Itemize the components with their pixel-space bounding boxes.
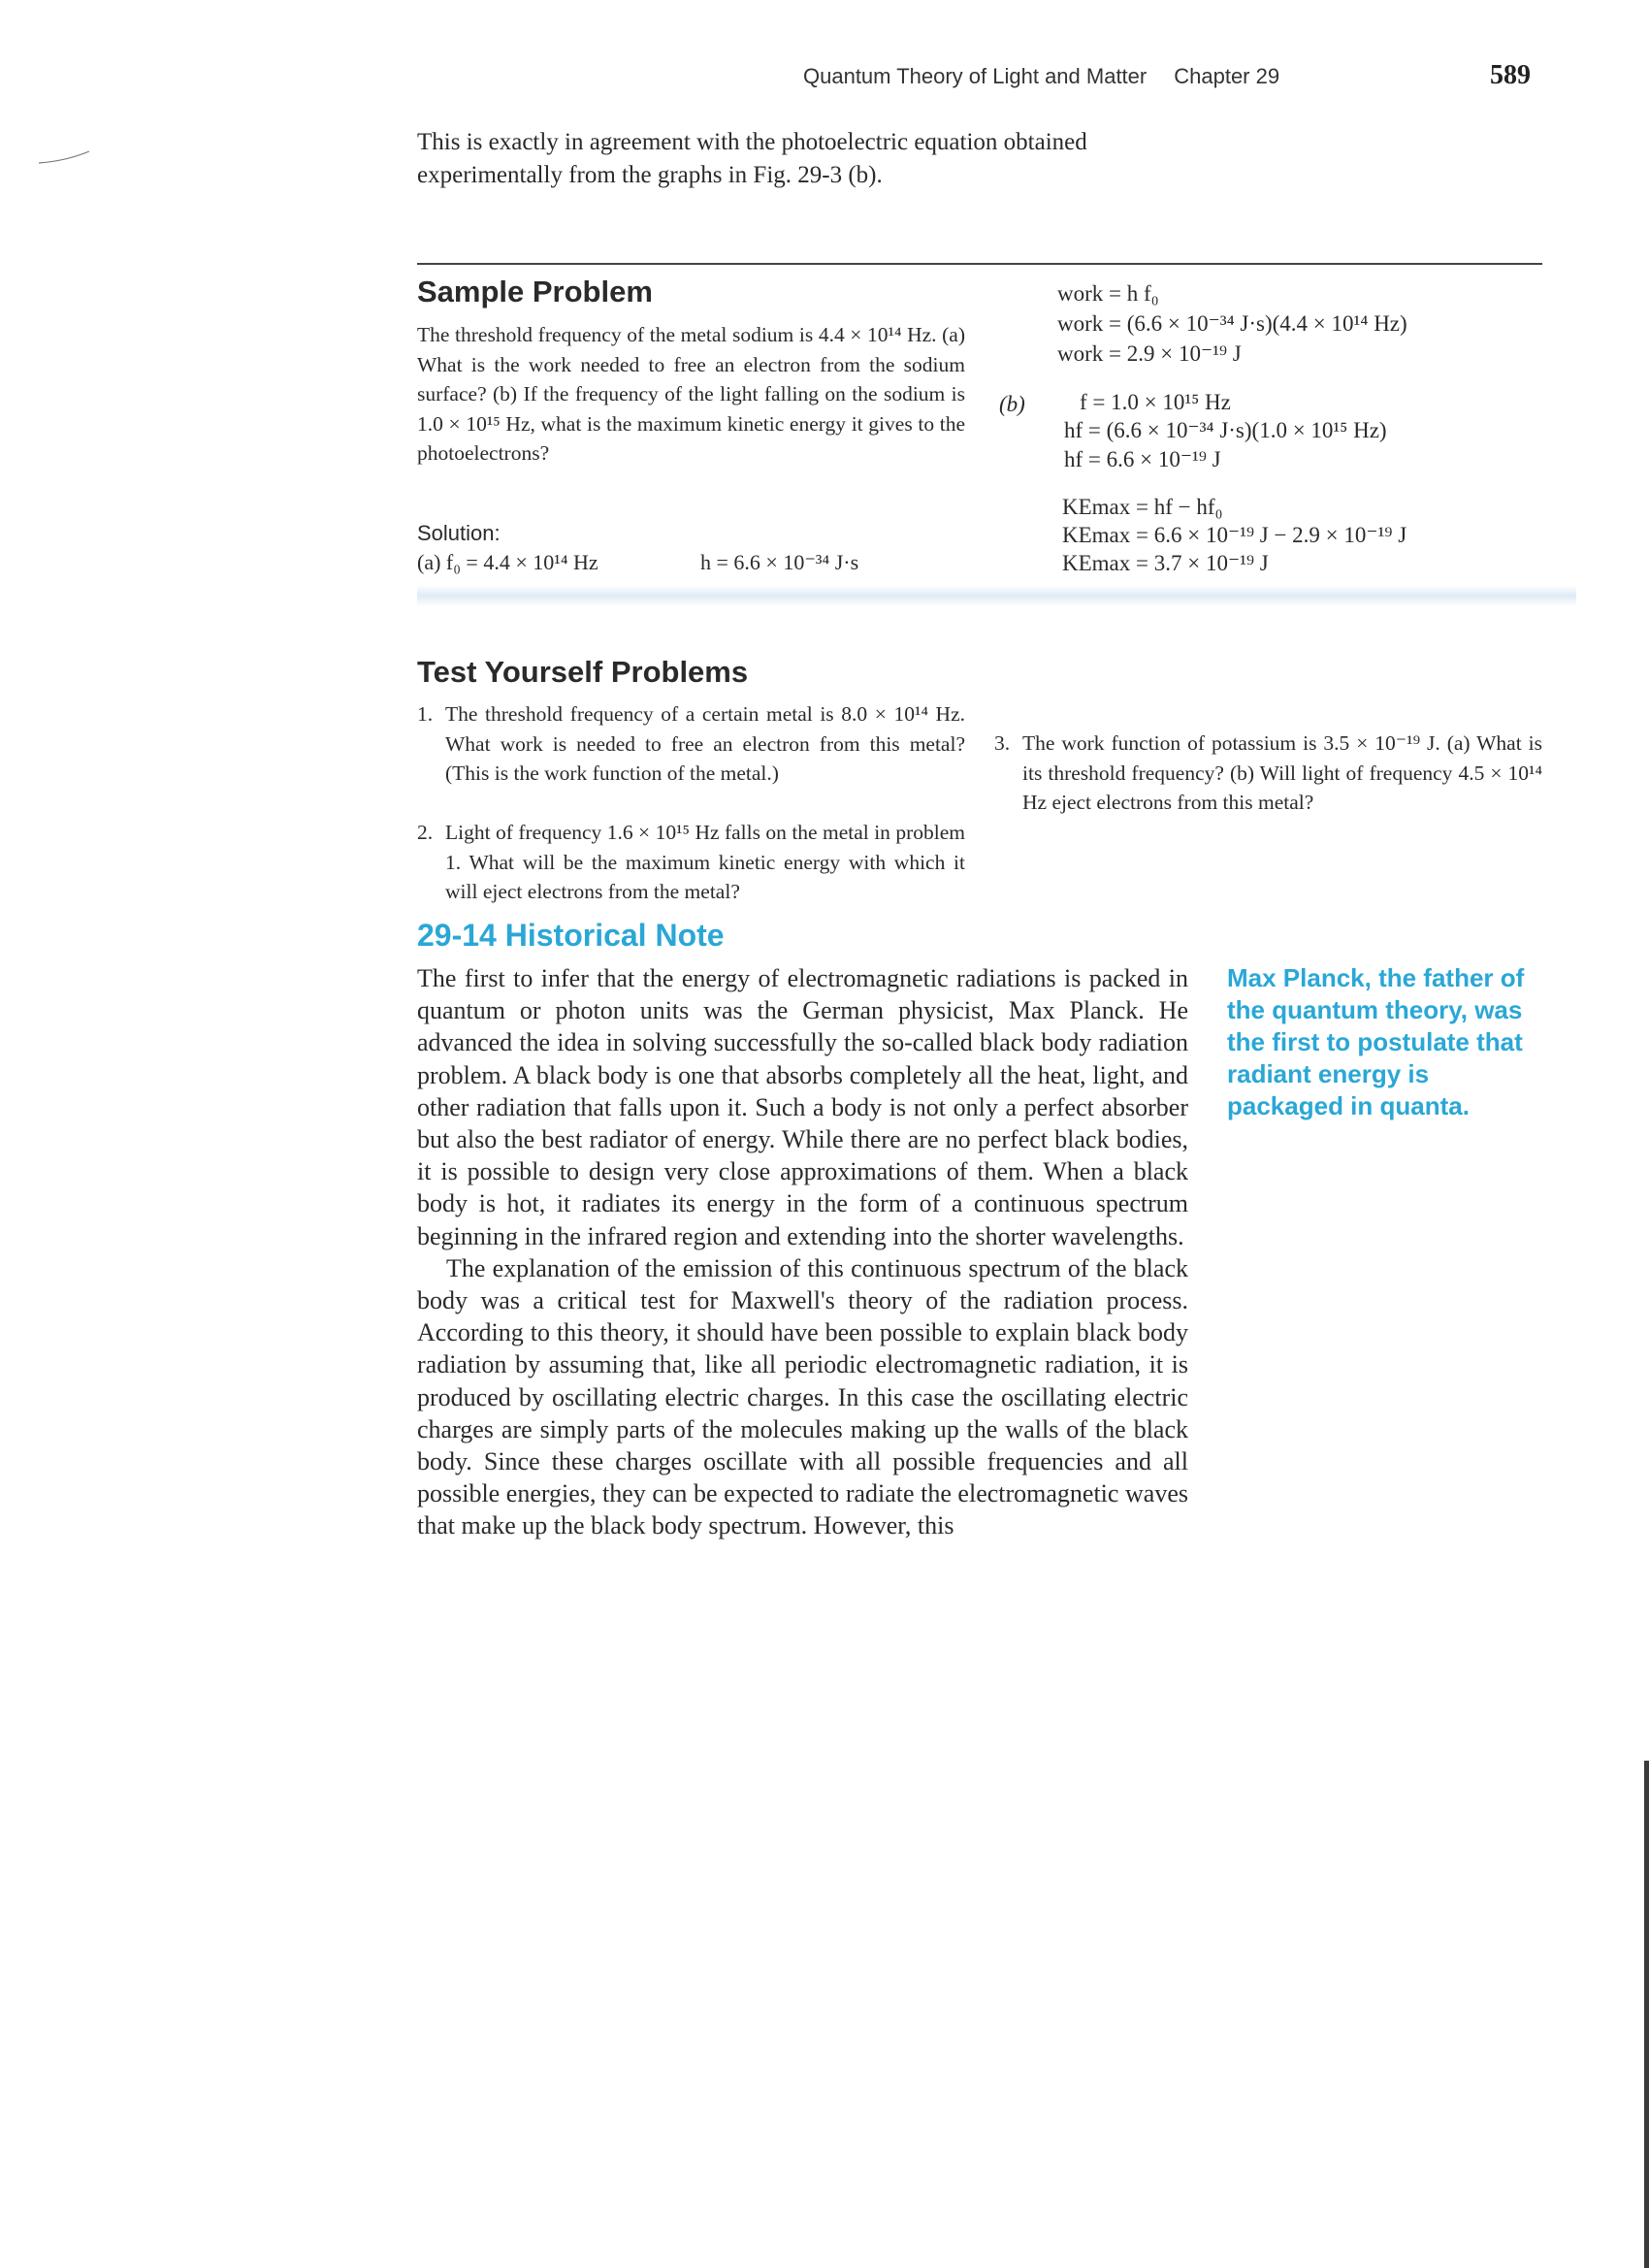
b-line-2: hf = (6.6 × 10⁻³⁴ J·s)(1.0 × 10¹⁵ Hz): [1064, 418, 1387, 442]
tint-band: [417, 585, 1576, 606]
ke-line-1: KEmax = hf − hf₀: [1062, 495, 1223, 519]
solution-label: Solution:: [417, 521, 501, 545]
running-head-title: Quantum Theory of Light and Matter: [803, 64, 1148, 88]
historical-note-body: [417, 962, 1188, 1542]
ke-line-2: KEmax = 6.6 × 10⁻¹⁹ J − 2.9 × 10⁻¹⁹ J: [1062, 523, 1407, 547]
solution-a-givens: [417, 550, 960, 575]
solution-a-f0: (a) f₀ = 4.4 × 10¹⁴ Hz: [417, 550, 598, 574]
part-b-label: (b): [999, 392, 1025, 416]
test-yourself-heading: Test Yourself Problems: [417, 655, 749, 689]
sample-problem-heading: Sample Problem: [417, 275, 653, 308]
work-line-1: work = h f₀: [1057, 281, 1159, 306]
problem-text: The work function of potassium is 3.5 × 10⁻¹⁹ J. (a) What is its threshold frequency? (b) Will light of frequency 4.5 × 10¹⁴ Hz eject electrons from this metal?: [1022, 731, 1542, 814]
historical-note-heading: 29-14 Historical Note: [417, 918, 725, 953]
work-line-3: work = 2.9 × 10⁻¹⁹ J: [1057, 341, 1242, 366]
running-head-chapter: Chapter 29: [1174, 64, 1280, 88]
problem-2: [417, 818, 965, 907]
page-number: 589: [1490, 60, 1531, 90]
sample-problem-text: The threshold frequency of the metal sodium is 4.4 × 10¹⁴ Hz. (a) What is the work needed to free an electron from the sodium surface? (b) If the frequency of the light falling on the sodium is 1.0 × 10¹⁵ Hz, what is the maximum kinetic energy it gives to the photoelectrons?: [417, 323, 965, 465]
body-paragraph: The first to infer that the energy of electromagnetic radiations is packed in quantum or photon units was the German physicist, Max Planck. He advanced the idea in solving successfully the so-called black body radiation problem. A black body is one that absorbs completely all the heat, light, and other radiation that falls upon it. Such a body is not only a perfect absorber but also the best radiator of energy. While there are no perfect black bodies, it is possible to design very close approximations of them. When a black body is hot, it radiates its energy in the form of a continuous spectrum beginning in the infrared region and extending into the shorter wavelengths.: [417, 964, 1188, 1250]
scan-mark: [37, 147, 91, 167]
running-head: [803, 64, 1279, 89]
problem-3: [994, 729, 1542, 818]
scan-edge: [1644, 1761, 1649, 2268]
ke-line-3: KEmax = 3.7 × 10⁻¹⁹ J: [1062, 551, 1269, 575]
problem-number: 2.: [417, 821, 434, 844]
b-line-1: f = 1.0 × 10¹⁵ Hz: [1080, 390, 1231, 414]
b-line-3: hf = 6.6 × 10⁻¹⁹ J: [1064, 447, 1221, 471]
intro-paragraph: This is exactly in agreement with the photoelectric equation obtained experimentally from the graphs in Fig. 29-3 (b).: [417, 129, 1087, 188]
problem-number: 3.: [994, 731, 1011, 755]
section-rule: [417, 263, 1542, 265]
problem-text: Light of frequency 1.6 × 10¹⁵ Hz falls on the metal in problem 1. What will be the maximum kinetic energy with which it will eject electrons from the metal?: [445, 821, 965, 903]
solution-a-h: h = 6.6 × 10⁻³⁴ J·s: [700, 550, 859, 574]
problem-number: 1.: [417, 702, 434, 726]
margin-note: Max Planck, the father of the quantum theory, was the first to postulate that radiant energy is packaged in quanta.: [1227, 963, 1525, 1120]
problem-text: The threshold frequency of a certain metal is 8.0 × 10¹⁴ Hz. What work is needed to free an electron from this metal? (This is the work function of the metal.): [445, 702, 965, 785]
body-paragraph: The explanation of the emission of this continuous spectrum of the black body was a critical test for Maxwell's theory of the radiation process. According to this theory, it should have been possible to explain black body radiation by assuming that, like all periodic electromagnetic radiation, it is produced by oscillating electric charges. In this case the oscillating electric charges are simply parts of the molecules making up the walls of the black body. Since these charges oscillate with all possible frequencies and all possible energies, they can be expected to radiate the electromagnetic waves that make up the black body spectrum. However, this: [417, 1253, 1188, 1540]
work-line-2: work = (6.6 × 10⁻³⁴ J·s)(4.4 × 10¹⁴ Hz): [1057, 311, 1407, 336]
